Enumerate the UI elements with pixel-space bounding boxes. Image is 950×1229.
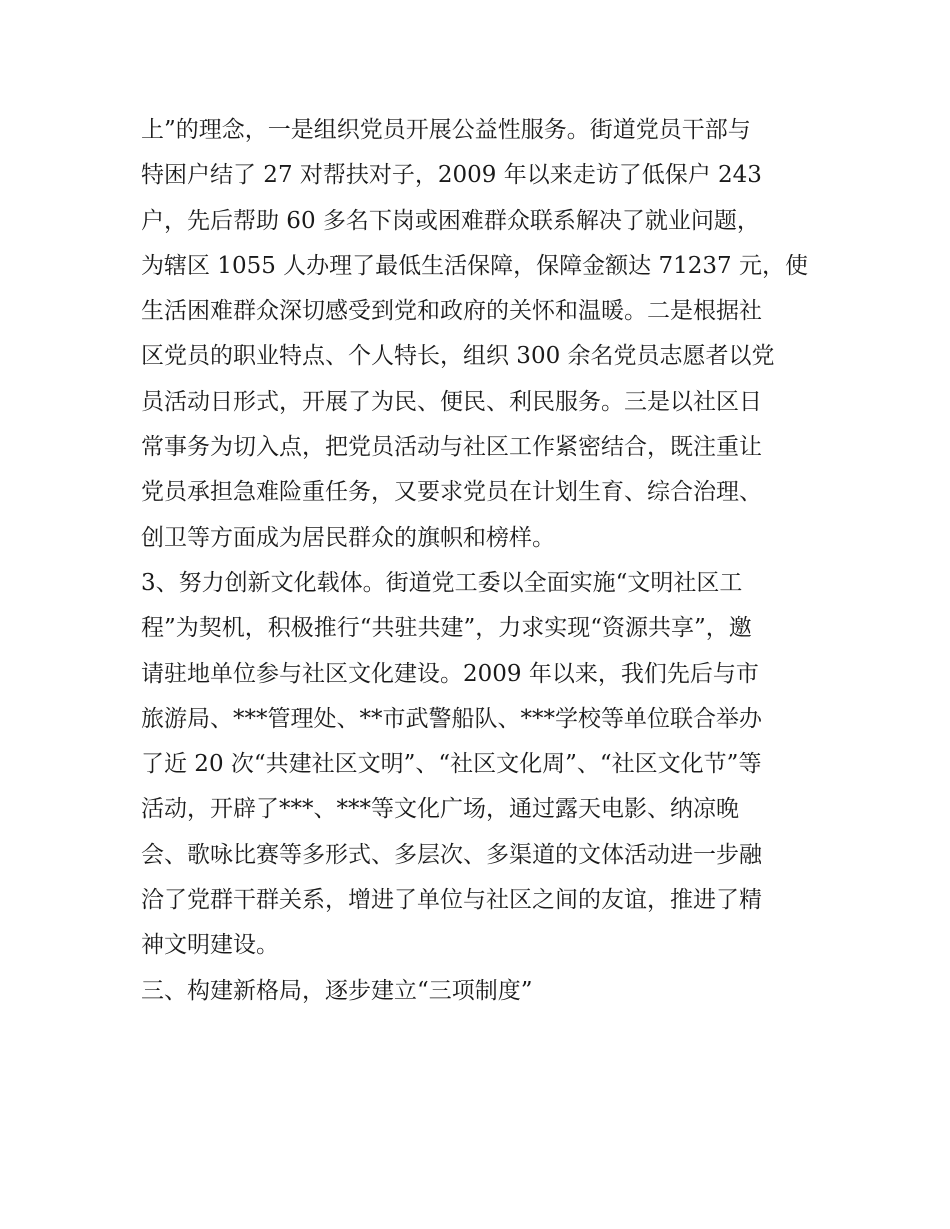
paragraph-line: 上”的理念，一是组织党员开展公益性服务。街道党员干部与 [141,117,751,143]
paragraph-line: 神文明建设。 [141,932,279,959]
paragraph-line: 为辖区 1055 人办理了最低生活保障，保障金额达 71237 元，使 [141,252,808,279]
paragraph-line: 程”为契机，积极推行“共驻共建”，力求实现“资源共享”，邀 [141,615,752,642]
paragraph-line: 3、努力创新文化载体。街道党工委以全面实施“文明社区工 [141,569,743,596]
paragraph-line: 了近 20 次“共建社区文明”、“社区文化周”、“社区文化节”等 [141,751,762,778]
paragraph-line: 户，先后帮助 60 多名下岗或困难群众联系解决了就业问题， [141,207,760,234]
paragraph-line: 请驻地单位参与社区文化建设。2009 年以来，我们先后与市 [141,660,759,687]
paragraph-line: 党员承担急难险重任务，又要求党员在计划生育、综合治理、 [141,479,762,506]
paragraph-line: 创卫等方面成为居民群众的旗帜和榜样。 [141,524,555,551]
paragraph-line: 活动，开辟了***、***等文化广场，通过露天电影、纳凉晚 [141,796,739,823]
paragraph-line: 旅游局、***管理处、**市武警船队、***学校等单位联合举办 [141,705,762,732]
paragraph-line: 洽了党群干群关系，增进了单位与社区之间的友谊，推进了精 [141,887,762,914]
paragraph-line: 常事务为切入点，把党员活动与社区工作紧密结合，既注重让 [141,434,762,461]
section-heading: 三、构建新格局，逐步建立“三项制度” [141,977,533,1004]
paragraph-line: 生活困难群众深切感受到党和政府的关怀和温暖。二是根据社 [141,298,762,325]
paragraph-line: 区党员的职业特点、个人特长，组织 300 余名党员志愿者以党 [141,343,775,370]
paragraph-line: 特困户结了 27 对帮扶对子，2009 年以来走访了低保户 243 [141,162,762,189]
paragraph-line: 会、歌咏比赛等多形式、多层次、多渠道的文体活动进一步融 [141,841,762,868]
paragraph-line: 员活动日形式，开展了为民、便民、利民服务。三是以社区日 [141,388,762,415]
document-body [141,108,821,1014]
